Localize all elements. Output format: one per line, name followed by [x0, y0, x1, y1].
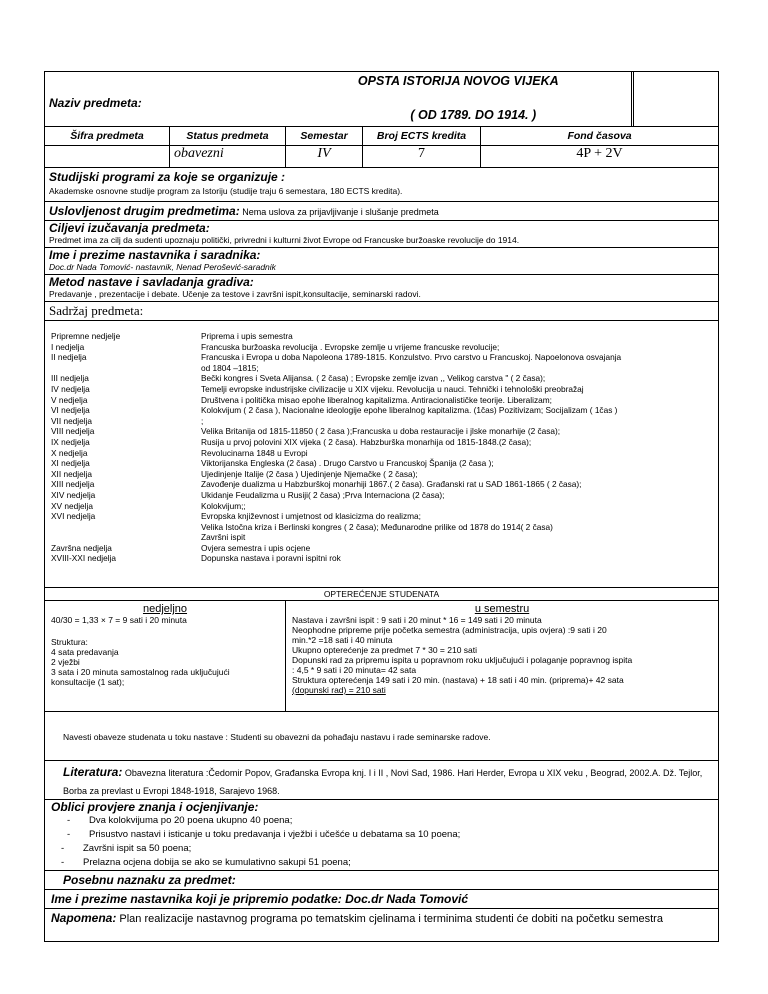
schedule-topic: Društvena i politička misao epohe liberalnog kapitalizma. Antiracionalističke teorije. Liberalizam; [201, 394, 552, 405]
assessment-item: - Završni ispit sa 50 poena; [61, 843, 192, 854]
schedule-week [51, 363, 201, 374]
programs-text: Akademske osnovne studije program za Istoriju (studije traju 6 semestara, 180 ECTS kredita). [49, 186, 403, 196]
course-title-line1: OPSTA ISTORIJA NOVOG VIJEKA [357, 74, 559, 88]
course-name-label-cell [45, 72, 286, 127]
schedule-cell [45, 321, 719, 588]
prepared-by-cell [45, 890, 719, 909]
schedule-topic: ; [201, 415, 204, 426]
schedule-week: X nedjelja [51, 447, 88, 458]
schedule-row [51, 373, 714, 384]
schedule-week: VI nedjelja [51, 405, 90, 416]
schedule-week: III nedjelja [51, 373, 89, 384]
method-text: Predavanje , prezentacije i debate. Učenje za testove i završni ispit,konsultacije, seminarski radovi. [49, 289, 421, 299]
note-label: Napomena: [51, 911, 117, 925]
schedule-week: IX nedjelja [51, 436, 90, 447]
schedule-week: Završna nedjelja [51, 542, 112, 553]
teachers-text: Doc.dr Nada Tomović- nastavnik, Nenad Perošević-saradnik [49, 262, 276, 272]
schedule-row [51, 342, 714, 353]
load-weekly-head: nedjeljno [142, 603, 188, 615]
schedule-topic: Francuska buržoaska revolucija . Evropske zemlje u vrijeme francuske revolucije; [201, 341, 500, 352]
teachers-label: Ime i prezime nastavnika i saradnika: [49, 248, 261, 262]
col-status: Status predmeta [170, 127, 286, 146]
load-semester-cell [286, 601, 719, 712]
load-structure-0: 4 sata predavanja [51, 647, 119, 657]
literature-cell [45, 761, 719, 800]
schedule-week: VIII nedjelja [51, 426, 95, 437]
schedule-row [51, 469, 714, 480]
val-code [45, 146, 170, 168]
schedule-row [51, 532, 714, 543]
goals-cell [45, 221, 719, 248]
col-ects: Broj ECTS kredita [363, 127, 481, 146]
schedule-week: XV nedjelja [51, 500, 93, 511]
load-weekly-calc: 40/30 = 1,33 × 7 = 9 sati i 20 minuta [51, 615, 187, 625]
schedule-row [51, 384, 714, 395]
schedule-week: Pripremne nedjelje [51, 331, 121, 341]
schedule-row [51, 501, 714, 512]
literature-label: Literatura: [63, 765, 123, 779]
schedule-week [51, 532, 201, 543]
course-sheet [44, 71, 718, 942]
col-code: Šifra predmeta [45, 127, 170, 146]
schedule-row [51, 511, 714, 522]
prepared-by-label: Ime i prezime nastavnika koji je pripremio podatke: Doc.dr Nada Tomović [51, 892, 469, 906]
schedule-topic: Kolokvijum ( 2 časa ), Nacionalne ideologije epohe liberalnog kapitalizma. (1čas) Pozitivizam; Socijalizam ( 1čas ) [201, 405, 618, 416]
schedule-table [51, 331, 714, 564]
schedule-row [51, 395, 714, 406]
val-semester: IV [286, 146, 363, 168]
schedule-week [51, 522, 201, 533]
schedule-row [51, 448, 714, 459]
schedule-row [51, 352, 714, 363]
obligations-text: Navesti obaveze studenata u toku nastave : Studenti su obavezni da pohađaju nastavu i rade seminarske radove. [63, 732, 491, 742]
load-sem-4: Dopunski rad za pripremu ispita u popravnom roku uključujući i polaganje popravnog ispita [292, 655, 633, 665]
load-structure-3: konsultacije (1 sat); [51, 677, 125, 687]
prereq-label: Uslovljenost drugim predmetima: [49, 204, 240, 218]
col-semester: Semestar [286, 127, 363, 146]
schedule-week: I nedjelja [51, 341, 85, 352]
course-table [44, 71, 719, 942]
schedule-topic: Zavođenje dualizma u Habzburškoj monarhiji 1867.( 2 časa). Građanski rat u SAD 1861-1865 ( 2 časa); [201, 479, 582, 490]
method-cell [45, 275, 719, 302]
schedule-row [51, 426, 714, 437]
schedule-topic: Velika Istočna kriza i Berlinski kongres ( 2 časa); Međunarodne prilike od 1878 do 1914( 2 časa) [201, 521, 553, 532]
load-structure-2: 3 sata i 20 minuta samostalnog rada uključujući [51, 667, 230, 677]
schedule-row [51, 363, 714, 374]
schedule-week: XII nedjelja [51, 468, 93, 479]
course-title-cell [286, 72, 719, 127]
schedule-week: XI nedjelja [51, 458, 90, 469]
assessment-item: - Prisustvo nastavi i isticanje u toku predavanja i vježbi i učešće u debatama sa 10 poena; [67, 829, 461, 840]
schedule-topic: Francuska i Evropa u doba Napoleona 1789-1815. Konzulstvo. Prvo carstvo u Francuskoj. Napoelonova osvajanja [201, 352, 622, 363]
schedule-topic: Bečki kongres i Sveta Alijansa. ( 2 časa) ; Evropske zemlje izvan ,, Velikog carstva " ( 2 časa); [201, 373, 546, 384]
special-label: Posebnu naznaku za predmet: [63, 873, 236, 887]
prereq-text: Nema uslova za prijavljivanje i slušanje predmeta [239, 207, 439, 217]
schedule-week: XIII nedjelja [51, 479, 95, 490]
schedule-topic: Dopunska nastava i poravni ispitni rok [201, 553, 341, 564]
schedule-topic: Velika Britanija od 1815-11850 ( 2 časa );Francuska u doba restauracije i jlske monarhije (2 časa); [201, 426, 561, 437]
load-sem-3: Ukupno opterećenje za predmet 7 * 30 = 210 sati [292, 645, 478, 655]
val-ects: 7 [363, 146, 481, 168]
schedule-week: V nedjelja [51, 394, 88, 405]
col-hours: Fond časova [481, 127, 719, 146]
schedule-topic: Rusija u prvoj polovini XIX vijeka ( 2 časa). Habzburška monarhija od 1815-1848.(2 časa); [201, 436, 532, 447]
content-label-cell [45, 302, 719, 321]
val-status: obavezni [170, 146, 286, 168]
content-label: Sadržaj predmeta: [49, 303, 144, 318]
course-name-label: Naziv predmeta: [49, 96, 142, 110]
schedule-topic: Kolokvijum;; [201, 500, 246, 511]
goals-text: Predmet ima za cilj da sudenti upoznaju politički, privredni i kulturni život Evrope od Francuske buržoaske revolucije do 1914. [49, 235, 520, 245]
load-structure-1: 2 vježbi [51, 657, 80, 667]
load-structure-label: Struktura: [51, 637, 88, 647]
schedule-topic: Ovjera semestra i upis ocjene [201, 542, 311, 553]
schedule-topic: Priprema i upis semestra [201, 331, 293, 341]
note-cell [45, 909, 719, 942]
load-sem-0: Nastava i završni ispit : 9 sati i 20 minut * 16 = 149 sati i 20 minuta [292, 615, 542, 625]
load-sem-1: Neophodne pripreme prije početka semestra (administracija, upis ovjera) :9 sati i 20 [292, 625, 607, 635]
method-label: Metod nastave i savladanja gradiva: [49, 275, 254, 289]
prereq-cell [45, 202, 719, 221]
schedule-week: XVI nedjelja [51, 511, 96, 522]
schedule-row [51, 416, 714, 427]
note-text: Plan realizacije nastavnog programa po tematskim cjelinama i terminima studenti će dobiti na početku semestra [116, 913, 663, 925]
schedule-topic: Ukidanje Feudalizma u Rusiji( 2 časa) ;Prva Internaciona (2 časa); [201, 489, 445, 500]
schedule-row [51, 553, 714, 564]
schedule-topic: od 1804 –1815; [201, 362, 259, 373]
literature-text: Obavezna literatura :Čedomir Popov, Građanska Evropa knj. I i II , Novi Sad, 1986. Hari Herder, Evropa u XIX veku , Beograd, 2002.A. Dž. Tejlor, Borba za prevlast u Evropi 1848-1918, Sarajevo 1968. [63, 768, 703, 796]
programs-cell [45, 168, 719, 202]
schedule-row [51, 490, 714, 501]
schedule-topic: Revolucinarna 1848 u Evropi [201, 447, 308, 458]
load-sem-5: : 4,5 * 9 sati i 20 minuta= 42 sata [292, 665, 417, 675]
goals-label: Ciljevi izučavanja predmeta: [49, 221, 210, 235]
assessment-list [51, 814, 714, 870]
schedule-row [51, 543, 714, 554]
programs-label: Studijski programi za koje se organizuje : [49, 170, 286, 184]
schedule-row [51, 331, 714, 342]
schedule-week: XVIII-XXI nedjelja [51, 553, 117, 564]
schedule-topic: Ujedinjenje Italije (2 časa ) Ujedinjenje Njemačke ( 2 časa); [201, 468, 418, 479]
course-title-line2: ( OD 1789. DO 1914. ) [410, 108, 537, 122]
schedule-row [51, 437, 714, 448]
schedule-row [51, 522, 714, 533]
assessment-cell [45, 800, 719, 871]
assessment-item: - Dva kolokvijuma po 20 poena ukupno 40 poena; [67, 815, 293, 826]
schedule-week: IV nedjelja [51, 383, 90, 394]
schedule-row [51, 405, 714, 416]
schedule-topic: Evropska književnost i umjetnost od klasicizma do realizma; [201, 511, 421, 522]
schedule-week: XIV nedjelja [51, 489, 96, 500]
schedule-topic: Završni ispit [201, 532, 246, 543]
load-weekly-cell [45, 601, 286, 712]
assessment-item: - Prelazna ocjena dobija se ako se kumulativno sakupi 51 poena; [61, 857, 351, 868]
obligations-cell [45, 712, 719, 761]
special-cell [45, 871, 719, 890]
val-hours: 4P + 2V [481, 146, 719, 168]
schedule-week: VII nedjelja [51, 415, 93, 426]
schedule-topic: Temelji evropske industrijske civilizacije u XIX vijeku. Revolucija u nauci. Tehnički i tehnološki preobražaj [201, 383, 584, 394]
schedule-row [51, 479, 714, 490]
schedule-topic: Viktorijanska Engleska (2 časa) . Drugo Carstvo u Francuskoj Španija (2 časa ); [201, 458, 494, 469]
schedule-row [51, 458, 714, 469]
load-semester-head: u semestru [474, 603, 530, 615]
load-sem-7: (dopunski rad) = 210 sati [292, 685, 386, 695]
load-title: OPTEREĆENJE STUDENATA [45, 588, 719, 601]
teachers-cell [45, 248, 719, 275]
load-sem-6: Struktura opterećenja 149 sati i 20 min. (nastava) + 18 sati i 40 min. (priprema)+ 42 sata [292, 675, 624, 685]
schedule-week: II nedjelja [51, 352, 87, 363]
assessment-label: Oblici provjere znanja i ocjenjivanje: [51, 800, 259, 814]
load-sem-2: min.*2 =18 sati i 40 minuta [292, 635, 393, 645]
